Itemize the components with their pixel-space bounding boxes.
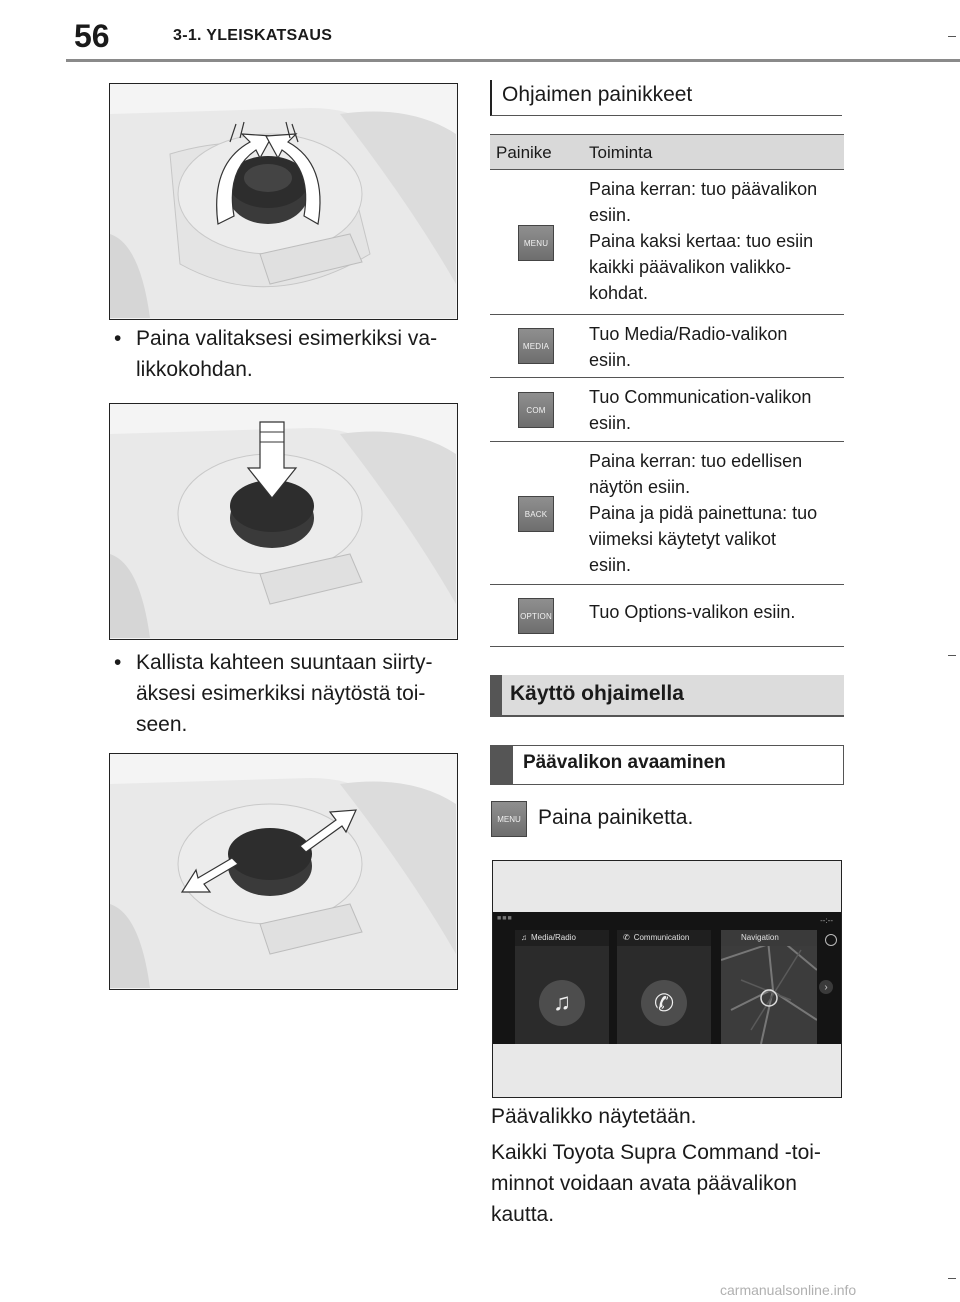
bullet-dot: • xyxy=(114,327,122,350)
controller-press-illustration xyxy=(109,403,458,640)
bullet-item xyxy=(114,323,454,387)
table-row xyxy=(490,315,844,378)
bullet-text: Kallista kahteen suuntaan siirty- äksesi esimerkiksi näytöstä toi- seen. xyxy=(136,651,433,736)
menu-button-icon: MENU xyxy=(491,801,527,837)
tab-label: Navigation xyxy=(741,933,779,942)
section-heading: Käyttö ohjaimella xyxy=(490,675,844,717)
bullet-item xyxy=(114,647,454,741)
chevron-right-icon: › xyxy=(819,980,833,994)
table-header xyxy=(490,134,844,170)
edge-mark xyxy=(948,36,956,37)
table-row xyxy=(490,442,844,585)
subsection-heading: Päävalikon avaaminen xyxy=(490,745,844,785)
tab-communication xyxy=(617,930,711,946)
navigation-tile xyxy=(721,930,817,1044)
row-description: Paina kerran: tuo päävalikon esiin. Paina kaksi kertaa: tuo esiin kaikki päävalikon valikko- kohdat. xyxy=(589,179,818,303)
result-text: Päävalikko näytetään. xyxy=(491,1105,697,1128)
section-title: 3-1. YLEISKATSAUS xyxy=(173,27,333,44)
column-header-button: Painike xyxy=(496,143,552,162)
clock-display: --:-- xyxy=(820,916,833,925)
status-dots: ■■■ xyxy=(497,915,513,922)
watermark: carmanualsonline.info xyxy=(720,1282,857,1298)
phone-icon: ✆ xyxy=(641,980,687,1026)
main-menu-screenshot xyxy=(492,860,842,1098)
option-button-icon: OPTION xyxy=(518,598,554,634)
bullet-dot: • xyxy=(114,651,122,674)
com-button-icon: COM xyxy=(518,392,554,428)
menu-button-icon: MENU xyxy=(518,225,554,261)
tab-navigation xyxy=(721,930,817,946)
tab-label: Media/Radio xyxy=(531,933,576,942)
instruction-text: Paina painiketta. xyxy=(538,806,694,829)
header-rule xyxy=(66,59,960,62)
column-header-function: Toiminta xyxy=(589,143,653,162)
tab-label: Communication xyxy=(633,933,690,942)
edge-mark xyxy=(948,1278,956,1279)
table-row xyxy=(490,378,844,442)
row-description: Tuo Media/Radio-valikon esiin. xyxy=(589,324,788,370)
table-row xyxy=(490,585,844,647)
back-button-icon: BACK xyxy=(518,496,554,532)
controller-tilt-illustration xyxy=(109,753,458,990)
media-button-icon: MEDIA xyxy=(518,328,554,364)
row-description: Paina kerran: tuo edellisen näytön esiin. Paina ja pidä painettuna: tuo viimeksi käytetyt valikot esiin. xyxy=(589,451,818,575)
page-number: 56 xyxy=(74,18,110,54)
controller-rotate-illustration xyxy=(109,83,458,320)
bullet-text: Paina valitaksesi esimerkiksi va- likkokohdan. xyxy=(136,327,438,381)
row-description: Tuo Options-valikon esiin. xyxy=(589,602,796,622)
music-icon: ♫ xyxy=(539,980,585,1026)
tab-media-radio xyxy=(515,930,609,946)
phone-icon: ✆ xyxy=(623,933,630,942)
table-caption: Ohjaimen painikkeet xyxy=(490,80,842,116)
table-row xyxy=(490,170,844,315)
row-description: Tuo Communication-valikon esiin. xyxy=(589,387,812,433)
music-note-icon: ♫ xyxy=(521,933,527,942)
note-text: Kaikki Toyota Supra Command -toi- minnot voidaan avata päävalikon kautta. xyxy=(491,1141,821,1226)
display-screen xyxy=(493,912,841,1044)
edge-mark xyxy=(948,655,956,656)
globe-icon xyxy=(825,934,837,946)
